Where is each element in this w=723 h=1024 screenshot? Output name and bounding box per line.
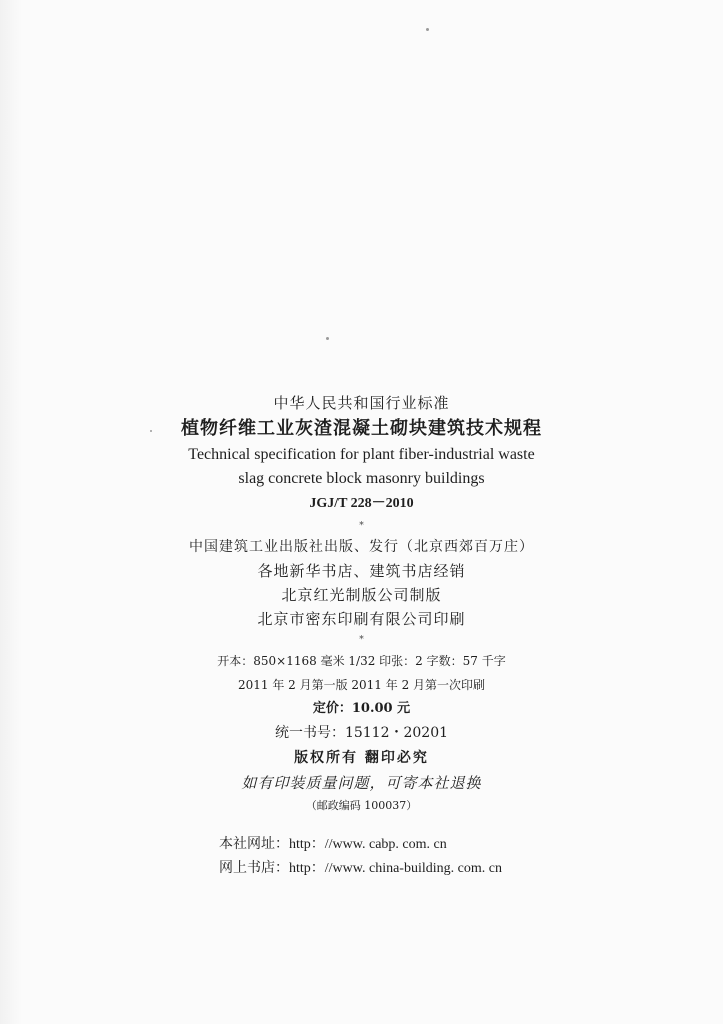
plate-maker-line: 北京红光制版公司制版 xyxy=(281,586,442,604)
rights-line: 版权所有 翻印必究 xyxy=(294,750,429,766)
colophon-block xyxy=(0,391,723,817)
separator-star: * xyxy=(359,635,364,645)
online-store-line xyxy=(219,856,502,881)
printer-line: 北京市密东印刷有限公司印刷 xyxy=(257,610,466,628)
postcode-line: （邮政编码 100037） xyxy=(305,799,418,812)
standard-code: JGJ/T 228－2010 xyxy=(309,496,414,511)
title-chinese: 植物纤维工业灰渣混凝土砌块建筑技术规程 xyxy=(181,418,542,439)
website-url: http：//www. cabp. com. cn xyxy=(289,837,447,852)
book-number-line: 统一书号：15112・20201 xyxy=(274,725,449,741)
separator-star: * xyxy=(359,521,364,531)
online-store-label: 网上书店： xyxy=(219,860,289,876)
standard-type: 中华人民共和国行业标准 xyxy=(273,394,450,412)
format-spec-line: 开本：850×1168 毫米 1/32 印张：2 字数：57 千字 xyxy=(217,654,506,668)
return-notice-line: 如有印装质量问题，可寄本社退换 xyxy=(241,774,482,792)
title-english-line-1: Technical specification for plant fiber-industrial waste xyxy=(188,446,535,463)
website-line xyxy=(219,832,447,857)
edition-line: 2011 年 2 月第一版 2011 年 2 月第一次印刷 xyxy=(237,678,486,692)
distributor-line: 各地新华书店、建筑书店经销 xyxy=(257,562,466,580)
publisher-line: 中国建筑工业出版社出版、发行（北京西郊百万庄） xyxy=(189,539,534,555)
website-label: 本社网址： xyxy=(219,836,289,852)
scan-speck xyxy=(326,337,329,340)
scan-speck xyxy=(426,28,429,31)
online-store-url: http：//www. china-building. com. cn xyxy=(289,861,502,876)
price-line: 定价：10.00 元 xyxy=(312,701,411,716)
title-english-line-2: slag concrete block masonry buildings xyxy=(238,470,485,487)
